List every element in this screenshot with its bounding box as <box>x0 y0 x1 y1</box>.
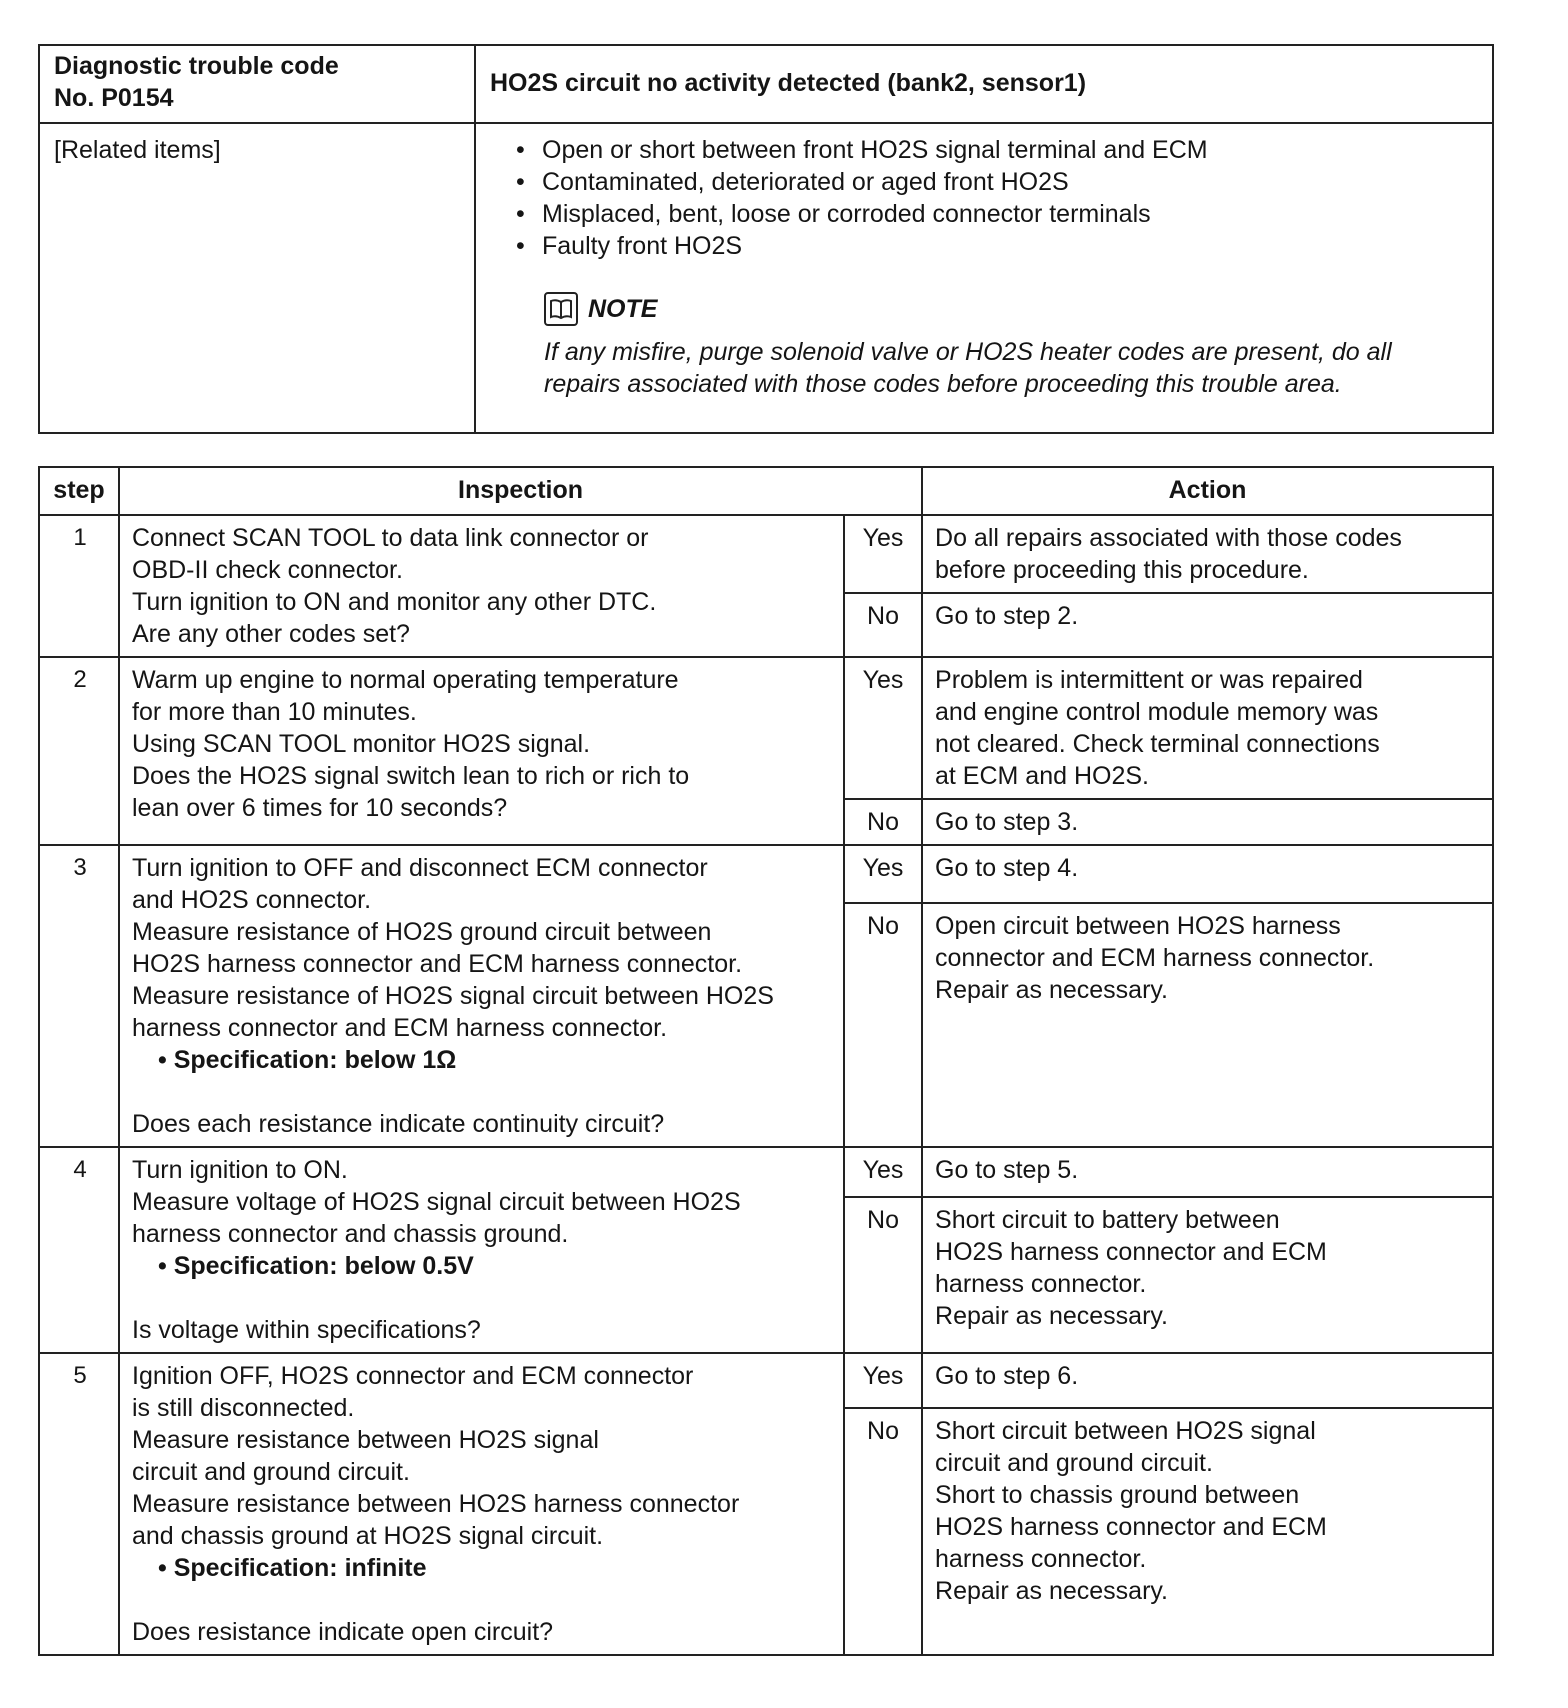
inspection-line: Turn ignition to ON. <box>132 1156 348 1184</box>
diagnostic-page <box>38 44 1494 1656</box>
action-line: Problem is intermittent or was repaired <box>935 666 1363 694</box>
inspection-line: Measure resistance between HO2S signal <box>132 1426 599 1454</box>
inspection-line: Are any other codes set? <box>132 620 410 648</box>
related-items-label: [Related items] <box>39 123 475 433</box>
table-row <box>39 1147 1493 1197</box>
header-inspection: Inspection <box>119 467 922 515</box>
note-header <box>544 292 1482 326</box>
no-action <box>922 1408 1493 1655</box>
yes-label: Yes <box>844 1147 922 1197</box>
note-line: repairs associated with those codes before proceeding this trouble area. <box>544 370 1342 398</box>
inspection-line: Ignition OFF, HO2S connector and ECM connector <box>132 1362 694 1390</box>
dtc-code: No. P0154 <box>54 84 174 112</box>
inspection-line: OBD-II check connector. <box>132 556 403 584</box>
step-inspection <box>119 657 844 845</box>
step-inspection <box>119 515 844 657</box>
step-number: 5 <box>39 1353 119 1655</box>
inspection-line: and HO2S connector. <box>132 886 372 914</box>
inspection-line: Using SCAN TOOL monitor HO2S signal. <box>132 730 591 758</box>
inspection-line: Connect SCAN TOOL to data link connector or <box>132 524 649 552</box>
step-inspection <box>119 845 844 1147</box>
yes-action <box>922 1353 1493 1408</box>
step-number: 2 <box>39 657 119 845</box>
step-number: 1 <box>39 515 119 657</box>
action-line: and engine control module memory was <box>935 698 1379 726</box>
no-label: No <box>844 903 922 1147</box>
table-row <box>39 1353 1493 1408</box>
note-box <box>514 292 1482 400</box>
related-items-list <box>514 134 1482 262</box>
no-action <box>922 1197 1493 1353</box>
action-line: HO2S harness connector and ECM <box>935 1513 1327 1542</box>
inspection-question: Does each resistance indicate continuity circuit? <box>132 1110 665 1138</box>
table-row <box>39 657 1493 799</box>
inspection-line: Measure resistance between HO2S harness connector <box>132 1490 740 1518</box>
inspection-line: Measure resistance of HO2S signal circuit between HO2S <box>132 982 774 1010</box>
inspection-question: Does resistance indicate open circuit? <box>132 1618 554 1646</box>
action-line: Go to step 5. <box>935 1156 1079 1184</box>
step-number: 3 <box>39 845 119 1147</box>
related-item: • Contaminated, deteriorated or aged front HO2S <box>514 166 1482 198</box>
yes-label: Yes <box>844 845 922 903</box>
action-line: not cleared. Check terminal connections <box>935 730 1380 758</box>
related-item: • Faulty front HO2S <box>514 230 1482 262</box>
yes-action <box>922 1147 1493 1197</box>
step-number: 4 <box>39 1147 119 1353</box>
action-line: Repair as necessary. <box>935 1577 1168 1606</box>
inspection-line: Warm up engine to normal operating temperature <box>132 666 679 694</box>
action-line: circuit and ground circuit. <box>935 1449 1213 1478</box>
inspection-line: Turn ignition to OFF and disconnect ECM connector <box>132 854 708 882</box>
inspection-line: and chassis ground at HO2S signal circuit. <box>132 1522 604 1550</box>
book-icon <box>544 292 578 326</box>
no-action <box>922 799 1493 845</box>
action-line: Short circuit between HO2S signal <box>935 1417 1316 1446</box>
specification: • Specification: infinite <box>132 1552 833 1584</box>
yes-action <box>922 515 1493 593</box>
inspection-line: harness connector and ECM harness connector. <box>132 1014 668 1042</box>
note-line: If any misfire, purge solenoid valve or HO2S heater codes are present, do all <box>544 338 1392 366</box>
related-item: • Open or short between front HO2S signal terminal and ECM <box>514 134 1482 166</box>
inspection-line: harness connector and chassis ground. <box>132 1220 569 1248</box>
action-line: Go to step 2. <box>935 602 1079 630</box>
inspection-line: Measure resistance of HO2S ground circuit between <box>132 918 712 946</box>
related-items-cell <box>475 123 1493 433</box>
note-title: NOTE <box>588 295 658 323</box>
action-line: Go to step 4. <box>935 854 1079 882</box>
related-item: • Misplaced, bent, loose or corroded connector terminals <box>514 198 1482 230</box>
no-action <box>922 593 1493 657</box>
table-header-row <box>39 467 1493 515</box>
inspection-line: is still disconnected. <box>132 1394 355 1422</box>
action-line: harness connector. <box>935 1545 1147 1574</box>
no-label: No <box>844 799 922 845</box>
action-line: Do all repairs associated with those codes <box>935 524 1402 552</box>
step-inspection <box>119 1353 844 1655</box>
inspection-line: Measure voltage of HO2S signal circuit between HO2S <box>132 1188 741 1216</box>
step-inspection <box>119 1147 844 1353</box>
inspection-table <box>38 466 1494 1656</box>
no-label: No <box>844 1408 922 1655</box>
action-line: at ECM and HO2S. <box>935 762 1149 790</box>
inspection-line: Turn ignition to ON and monitor any other DTC. <box>132 588 657 616</box>
yes-action <box>922 845 1493 903</box>
table-row <box>39 515 1493 593</box>
inspection-line: HO2S harness connector and ECM harness connector. <box>132 950 743 978</box>
no-action <box>922 903 1493 1147</box>
specification: • Specification: below 0.5V <box>132 1250 833 1282</box>
action-line: Repair as necessary. <box>935 976 1168 1004</box>
inspection-line: for more than 10 minutes. <box>132 698 417 726</box>
inspection-line: lean over 6 times for 10 seconds? <box>132 794 508 822</box>
inspection-line: circuit and ground circuit. <box>132 1458 410 1486</box>
dtc-title: HO2S circuit no activity detected (bank2, sensor1) <box>475 45 1493 123</box>
action-line: HO2S harness connector and ECM <box>935 1238 1327 1267</box>
no-label: No <box>844 1197 922 1353</box>
dtc-label: Diagnostic trouble code <box>54 52 339 80</box>
action-line: Repair as necessary. <box>935 1302 1168 1331</box>
inspection-line: Does the HO2S signal switch lean to rich or rich to <box>132 762 690 790</box>
note-text <box>544 336 1482 400</box>
yes-label: Yes <box>844 1353 922 1408</box>
table-row <box>39 845 1493 903</box>
action-line: harness connector. <box>935 1270 1147 1299</box>
dtc-header-table <box>38 44 1494 434</box>
no-label: No <box>844 593 922 657</box>
yes-label: Yes <box>844 657 922 799</box>
yes-action <box>922 657 1493 799</box>
action-line: Open circuit between HO2S harness <box>935 912 1341 940</box>
specification: • Specification: below 1Ω <box>132 1044 833 1076</box>
action-line: before proceeding this procedure. <box>935 556 1309 584</box>
header-step: step <box>39 467 119 515</box>
action-line: connector and ECM harness connector. <box>935 944 1375 972</box>
inspection-question: Is voltage within specifications? <box>132 1316 481 1344</box>
dtc-label-cell <box>39 45 475 123</box>
action-line: Go to step 3. <box>935 808 1079 836</box>
action-line: Short circuit to battery between <box>935 1206 1280 1235</box>
action-line: Go to step 6. <box>935 1362 1079 1390</box>
yes-label: Yes <box>844 515 922 593</box>
header-action: Action <box>922 467 1493 515</box>
action-line: Short to chassis ground between <box>935 1481 1300 1510</box>
